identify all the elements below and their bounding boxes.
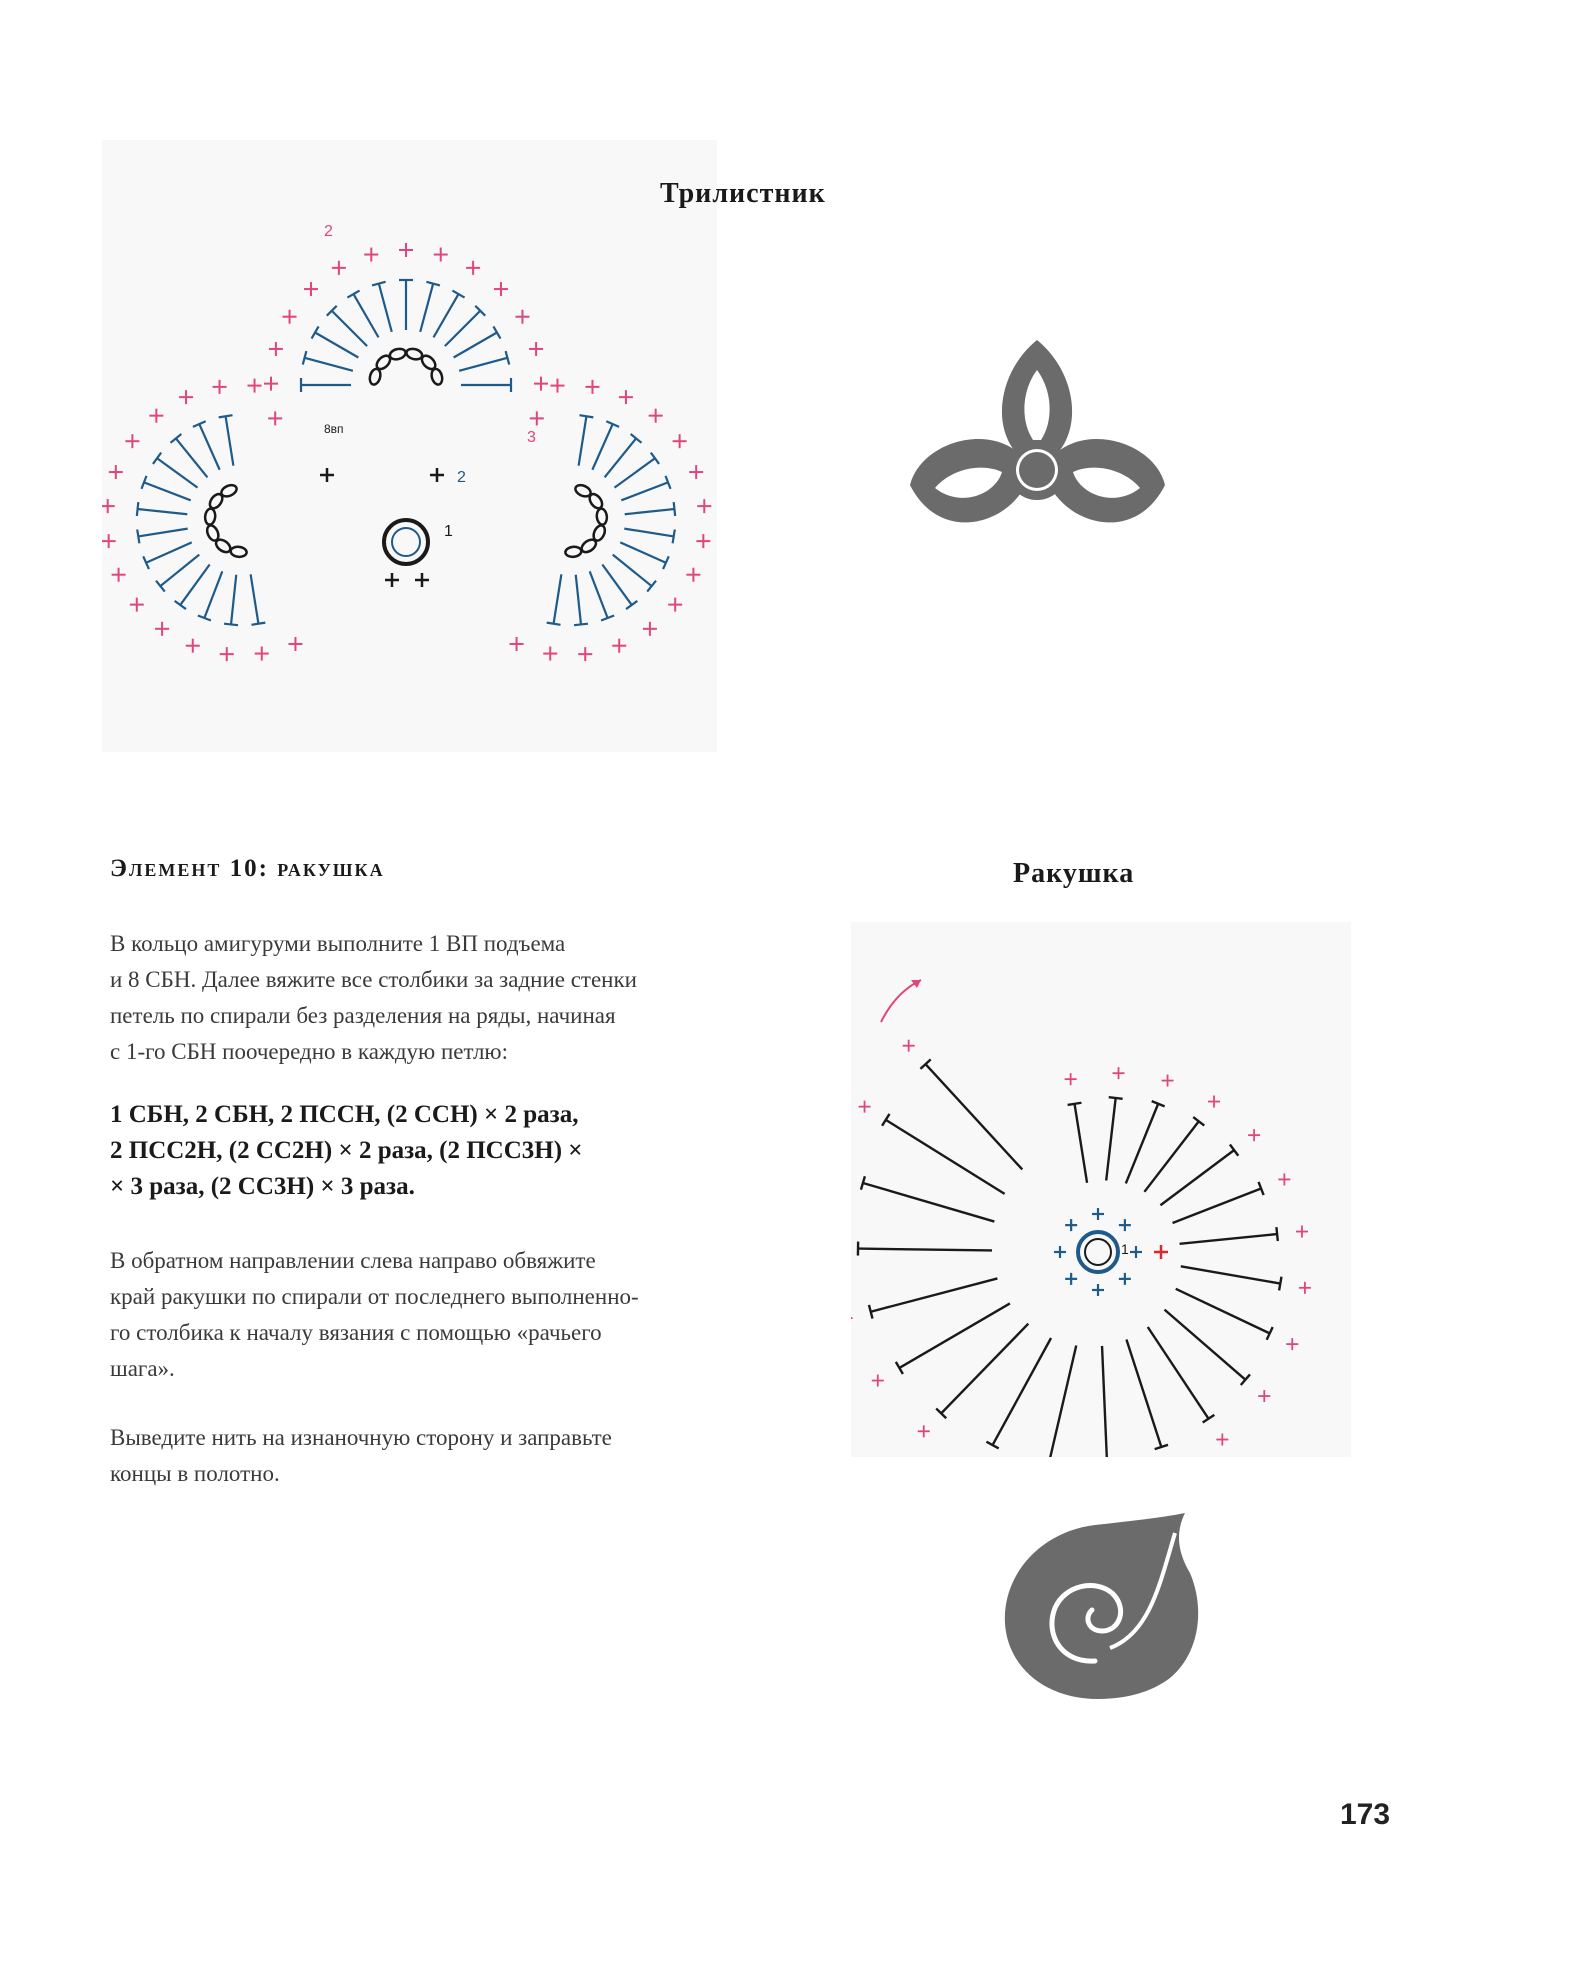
trefoil-title: Трилистник — [660, 178, 826, 209]
text-line: шага». — [110, 1356, 175, 1381]
dc-stitch-top — [1109, 1097, 1123, 1099]
dc-stitch — [1180, 1234, 1278, 1244]
chain-stitch — [368, 368, 382, 386]
dc-stitch — [1173, 1189, 1262, 1223]
row-label-3: 3 — [527, 429, 536, 446]
instructions-paragraph-1 — [110, 926, 740, 1070]
dc-stitch — [592, 424, 612, 470]
text-line: и 8 СБН. Далее вяжите все столбики за задние стенки — [110, 967, 637, 992]
dc-stitch — [554, 574, 562, 623]
direction-arrow — [881, 980, 921, 1022]
chain-stitch — [405, 347, 423, 361]
dc-stitch — [576, 575, 581, 625]
chain-stitch — [230, 546, 247, 558]
dc-stitch-top — [896, 1362, 903, 1374]
row-label-2: 2 — [457, 469, 466, 486]
chain-stitch — [220, 483, 239, 499]
dc-stitch-top — [1279, 1277, 1281, 1291]
magic-ring-inner — [392, 528, 420, 556]
dc-stitch-top — [219, 415, 233, 417]
dc-stitch — [146, 542, 192, 562]
trefoil-crochet-chart — [102, 140, 717, 752]
dc-stitch-top — [312, 326, 319, 338]
dc-stitch — [434, 294, 459, 337]
dc-stitch-top — [547, 623, 561, 625]
dc-stitch — [1126, 1104, 1158, 1184]
dc-stitch-top — [224, 624, 238, 625]
dc-stitch — [305, 358, 353, 371]
dc-stitch — [579, 416, 587, 465]
formula-line: 1 СБН, 2 СБН, 2 ПССН, (2 ССН) × 2 раза, — [110, 1101, 579, 1128]
dc-stitch — [863, 1183, 994, 1222]
dc-stitch — [231, 575, 236, 625]
dc-stitch — [624, 529, 673, 537]
row-label-2-top: 2 — [324, 223, 333, 240]
dc-stitch — [315, 333, 358, 358]
dc-stitch — [1126, 1339, 1161, 1446]
dc-stitch — [251, 574, 259, 623]
dc-stitch — [1049, 1346, 1076, 1457]
stitch-formula — [110, 1097, 750, 1205]
trefoil-silhouette-svg — [900, 330, 1175, 565]
dc-stitch — [144, 482, 191, 500]
dc-stitch — [602, 564, 631, 604]
dc-stitch — [204, 571, 222, 618]
row-label-1: 1 — [444, 523, 453, 540]
dc-stitch — [332, 311, 367, 346]
chain-stitch — [430, 368, 444, 386]
dc-stitch-top — [1276, 1227, 1277, 1241]
dc-stitch — [454, 333, 497, 358]
dc-stitch-top — [493, 326, 500, 338]
dc-stitch-top — [882, 1114, 889, 1126]
dc-stitch-top — [1203, 1415, 1215, 1423]
text-line: с 1-го СБН поочередно в каждую петлю: — [110, 1039, 509, 1064]
trefoil-silhouette — [900, 330, 1175, 565]
dc-stitch — [1075, 1104, 1088, 1183]
dc-stitch — [1181, 1266, 1281, 1283]
dc-stitch-top — [674, 502, 675, 516]
dc-stitch-top — [574, 624, 588, 625]
dc-stitch-top — [137, 502, 138, 516]
dc-stitch — [180, 564, 209, 604]
dc-stitch-top — [153, 453, 161, 464]
dc-stitch — [160, 555, 199, 586]
dc-stitch — [613, 555, 652, 586]
dc-stitch-top — [452, 291, 464, 298]
shell-crochet-chart — [851, 922, 1351, 1457]
dc-stitch-top — [1193, 1117, 1204, 1126]
shell-stitch-marks — [851, 1040, 1311, 1457]
dc-stitch — [379, 284, 392, 332]
chain-stitch — [596, 508, 608, 525]
dc-stitch-top — [626, 601, 637, 609]
trefoil-stitch-marks — [102, 243, 711, 661]
trefoil-chart-svg — [102, 140, 717, 752]
dc-stitch-top — [347, 291, 359, 298]
dc-stitch-top — [175, 601, 186, 609]
dc-stitch-top — [1068, 1103, 1082, 1105]
chain-stitch — [204, 508, 216, 525]
chain-stitch — [389, 347, 407, 361]
dc-stitch — [1102, 1346, 1107, 1457]
text-line: петель по спирали без разделения на ряды, начиная — [110, 1003, 616, 1028]
dc-stitch-top — [1230, 1145, 1238, 1156]
dc-stitch-top — [252, 623, 266, 625]
dc-stitch — [199, 424, 219, 470]
dc-stitch — [993, 1338, 1051, 1445]
dc-stitch — [459, 358, 507, 371]
shell-silhouette — [1000, 1513, 1220, 1703]
dc-stitch — [1176, 1289, 1270, 1334]
element-heading: Элемент 10: ракушка — [110, 855, 385, 882]
text-line: В обратном направлении слева направо обвяжите — [110, 1248, 596, 1273]
dc-stitch — [138, 529, 187, 537]
dc-stitch — [420, 284, 433, 332]
dc-stitch — [445, 311, 480, 346]
formula-line: 2 ПСС2Н, (2 СС2Н) × 2 раза, (2 ПСС3Н) × — [110, 1137, 583, 1164]
instructions-paragraph-3 — [110, 1420, 740, 1492]
chain-stitch — [205, 524, 221, 543]
text-line: В кольцо амигуруми выполните 1 ВП подъема — [110, 931, 566, 956]
formula-line: × 3 раза, (2 СС3Н) × 3 раза. — [110, 1173, 415, 1200]
dc-stitch — [354, 294, 379, 337]
dc-stitch — [614, 458, 654, 487]
dc-stitch — [858, 1249, 992, 1251]
dc-stitch-top — [580, 415, 594, 417]
shell-chart-svg — [851, 922, 1351, 1457]
dc-stitch — [226, 416, 234, 465]
instructions-paragraph-2 — [110, 1243, 740, 1387]
text-line: концы в полотно. — [110, 1461, 280, 1486]
shell-silhouette-svg — [1000, 1513, 1220, 1703]
dc-stitch — [620, 542, 666, 562]
shell-magic-ring-inner — [1085, 1239, 1111, 1265]
dc-stitch — [176, 438, 207, 477]
magic-ring — [384, 520, 428, 564]
chain-label: 8вп — [324, 422, 344, 436]
dc-stitch-top — [673, 530, 675, 544]
dc-stitch — [871, 1278, 998, 1311]
dc-stitch — [1106, 1098, 1115, 1180]
dc-stitch — [605, 438, 636, 477]
text-line: край ракушки по спирали от последнего выполненно- — [110, 1284, 639, 1309]
text-line: Выведите нить на изнаночную сторону и заправьте — [110, 1425, 612, 1450]
dc-stitch — [625, 509, 675, 514]
chain-stitch — [565, 546, 582, 558]
dc-stitch-top — [137, 530, 139, 544]
page-number: 173 — [1340, 1798, 1391, 1831]
dc-stitch — [621, 482, 668, 500]
dc-stitch — [157, 458, 197, 487]
shell-start-label: 1 — [1121, 1241, 1129, 1257]
dc-stitch — [138, 509, 188, 514]
dc-stitch — [590, 571, 608, 618]
shell-title: Ракушка — [1013, 858, 1135, 889]
dc-stitch-top — [651, 453, 659, 464]
text-line: го столбика к началу вязания с помощью «рачьего — [110, 1320, 602, 1345]
